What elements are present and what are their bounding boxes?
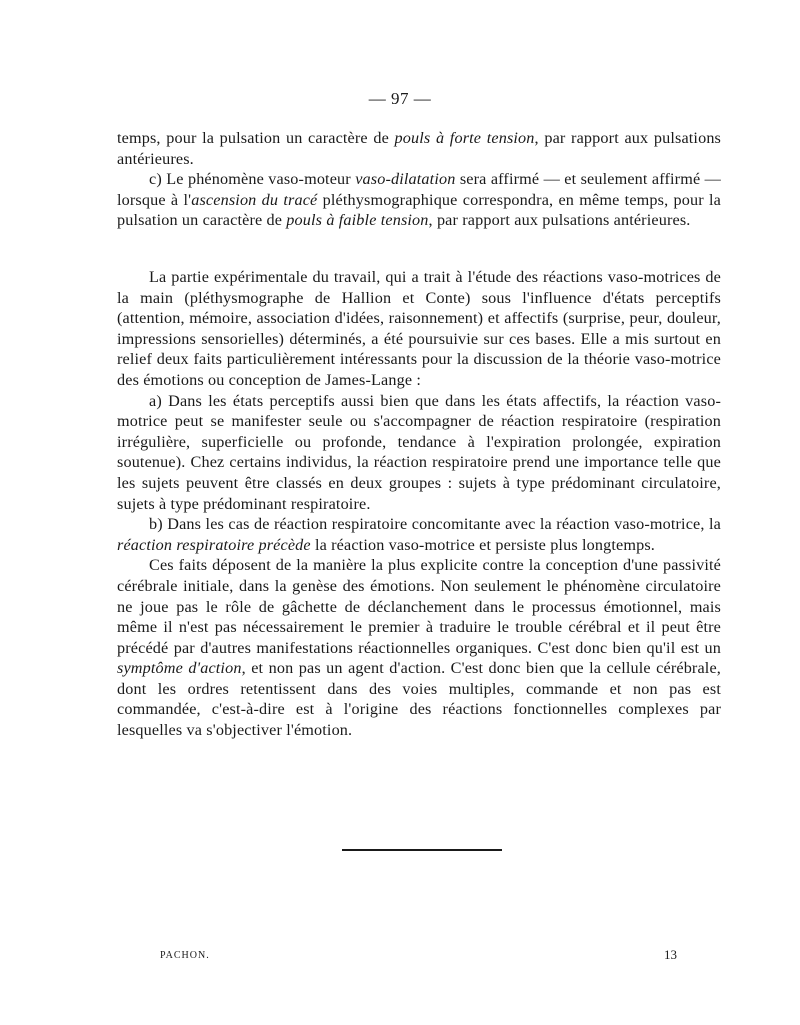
page-number: — 97 — (368, 89, 432, 108)
text-run: c) Le phénomène vaso-moteur (149, 170, 356, 189)
paragraph-c (117, 169, 721, 231)
text-block-top (117, 128, 721, 231)
paragraph-conclusion (117, 555, 721, 740)
paragraph-intro: La partie expérimentale du travail, qui a trait à l'étude des réactions vaso-motrices de la main (pléthysmographe de Hallion et Conte) sous l'influence d'états perceptifs (attention, mémoire, association d'idées, raisonnement) et affectifs (surprise, peur, douleur, impressions sensorielles) déterminés, a été poursuivie sur ces bases. Elle a mis surtout en relief deux faits particulièrement intéressants pour la discussion de la théorie vaso-motrice des émotions ou conception de James-Lange : (117, 268, 721, 389)
text-block-main (117, 267, 721, 741)
text-run: , et non pas un agent d'action. C'est donc bien que la cellule cérébrale, dont les ordres retentissent dans des voies multiples, commande et non pas est commandée, c'est-à-dire est à l'origine des réactions fonctionnelles complexes par lesquelles va s'objectiver l'émotion. (117, 659, 721, 740)
paragraph-b (117, 514, 721, 555)
footer-author: PACHON. (160, 950, 210, 961)
paragraph-continuation (117, 128, 721, 169)
italic-term: pouls à faible tension (286, 211, 429, 230)
text-run: , par rapport aux pulsations antérieures. (428, 211, 691, 230)
text-run: la réaction vaso-motrice et persiste plus longtemps. (310, 535, 655, 554)
italic-term: réaction respiratoire précède (117, 535, 311, 554)
footer-signature: 13 (664, 947, 677, 962)
italic-term: vaso-dilatation (355, 170, 456, 189)
text-run: sera affirmé — et seulement affirmé — lorsque à l' (117, 170, 721, 209)
paragraph-a: a) Dans les états perceptifs aussi bien que dans les états affectifs, la réaction vaso-motrice peut se manifester seule ou s'accompagner de réaction respiratoire (respiration irrégulière, superficielle ou profonde, tendance à l'expiration prolongée, expiration soutenue). Chez certains individus, la réaction respiratoire prend une importance telle que les sujets peuvent être classés en deux groupes : sujets à type prédominant circulatoire, sujets à type prédominant respiratoire. (117, 391, 721, 513)
italic-term: symptôme d'action (117, 659, 242, 678)
text-run: , par rapport aux pulsations antérieures. (117, 129, 722, 168)
text-run: temps, pour la pulsation un caractère de (117, 129, 395, 147)
italic-term: ascension du tracé (191, 190, 318, 209)
text-run: b) Dans les cas de réaction respiratoire concomitante avec la réaction vaso-motrice, la (149, 515, 721, 534)
italic-term: pouls à forte tension (394, 129, 535, 147)
section-divider (342, 849, 502, 851)
text-run: pléthysmographique correspondra, en même temps, pour la pulsation un caractère de (117, 190, 722, 230)
text-run: Ces faits déposent de la manière la plus explicite contre la conception d'une passivité cérébrale initiale, dans la genèse des émotions. Non seulement le phénomène circulatoire ne joue pas le rôle de gâchette de déclanchement dans le processus émotionnel, mais même il n'est pas nécessairement le premier à traduire le trouble cérébral et il peut être précédé par d'autres manifestations réactionnelles organiques. C'est donc bien qu'il est un (117, 556, 721, 657)
